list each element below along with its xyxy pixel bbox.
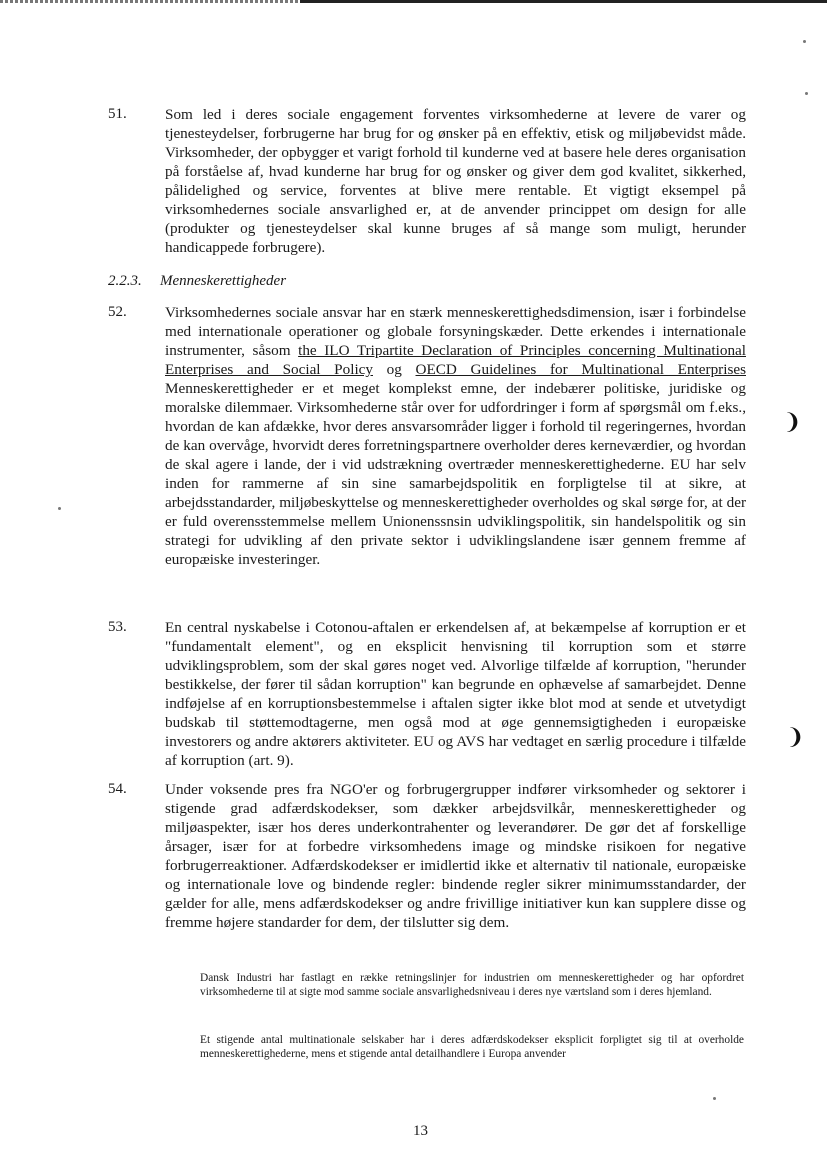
paragraph-text [165, 303, 746, 569]
paragraph-52 [108, 303, 746, 569]
text-segment: Menneskerettigheder er et meget komplekst emne, der indebærer politiske, juridiske og moralske dilemmaer. Virksomhederne står over for udfordringer i form af spørgsmål om f.eks., hvordan de kan afdække, hvor deres ansvarsområder ligger i forhold til regeringernes, hvordan de kan overvåge, hvorvidt deres forretningspartnere overholder deres kerneværdier, og hvordan de skal agere i lande, der i vid udstrækning overtræder menneskerettighederne. EU har selv inden for rammerne af sin sine samarbejdspolitik en forpligtelse til at sikre, at arbejdsstandarder, miljøbeskyttelse og menneskerettigheder overholdes og skal sørge for, at der er fuld overensstemmelse mellem Unionenssnsin udviklingspolitik, sin handelspolitik og sin strategi for udvikling af den private sektor i udviklingslandene især gennem fremme af europæiske investeringer. [165, 380, 746, 568]
example-box-paragraph-2: Et stigende antal multinationale selskaber har i deres adfærdskodekser eksplicit forpligtet sig til at overholde menneskerettighederne, mens et stigende antal detailhandlere i Europa anvender [200, 1034, 744, 1061]
paragraph-number: 51. [108, 106, 127, 122]
paragraph-text: Under voksende pres fra NGO'er og forbrugergrupper indfører virksomheder og sektorer i stigende grad adfærdskodekser, som dækker arbejdsvilkår, menneskerettigheder og miljøaspekter, især hos deres underkontrahenter og leverandører. De gør det af forskellige årsager, især for at forbedre virksomhedens image og mindske risikoen for negative forbrugerreaktioner. Adfærdskodekser er imidlertid ikke et alternativ til nationale, europæiske og internationale love og bindende regler: bindende regler sikrer minimumsstandarder, der gælder for alle, mens adfærdskodekser og andre frivillige initiativer kun kan supplere disse og fremme højere standarder for dem, der tilslutter sig dem. [165, 781, 746, 931]
example-box-paragraph-1: Dansk Industri har fastlagt en række retningslinjer for industrien om menneskerettigheder og har opfordret virksomhederne til at sigte mod samme sociale ansvarlighedsniveau i deres nye værtsland som i deres hjemland. [200, 972, 744, 999]
margin-bracket-mark: ❩ [786, 725, 805, 750]
paragraph-number: 54. [108, 781, 127, 797]
paragraph-text: En central nyskabelse i Cotonou-aftalen er erkendelsen af, at bekæmpelse af korruption er et "fundamentalt element", og en eksplicit henvisning til korruption som et større udviklingsproblem, som der skal gøres noget ved. Alvorlige tilfælde af korruption, "herunder bestikkelse, der fører til sådan korruption" kan begrunde en ophævelse af samarbejdet. Denne indføjelse af en korruptionsbestemmelse i aftalen sigter ikke blot mod at sende et utvetydigt budskab til støttemodtagerne, men også mod at øge gennemsigtigheden i europæiske investorers og andre aktørers aktiviteter. EU og AVS har vedtaget en særlig procedure i tilfælde af korruption (art. 9). [165, 619, 746, 769]
section-heading [108, 273, 286, 290]
page-number: 13 [413, 1123, 428, 1139]
scan-top-border-dotted [0, 0, 300, 3]
oecd-guidelines-reference: OECD Guidelines for Multinational Enterprises [415, 361, 746, 378]
margin-bracket-mark: ❩ [783, 410, 802, 435]
paragraph-number: 52. [108, 304, 127, 320]
paragraph-54 [108, 780, 746, 932]
paragraph-53 [108, 618, 746, 770]
ilo-declaration-reference: the ILO Tripartite Declaration of Principles concerning Multinational Enterprises and Social Policy [165, 342, 746, 378]
section-number: 2.2.3. [108, 273, 142, 289]
paragraph-51 [108, 105, 746, 257]
scan-speck [713, 1097, 716, 1100]
text-segment: Virksomhedernes sociale ansvar har en stærk menneskerettighedsdimension, især i forbindelse med internationale operationer og globale forsyningskæder. Dette erkendes i internationale instrumenter, såsom [165, 304, 746, 359]
section-title: Menneskerettigheder [160, 273, 287, 289]
scan-speck [803, 40, 806, 43]
paragraph-number: 53. [108, 619, 127, 635]
scan-speck [805, 92, 808, 95]
scan-speck [58, 507, 61, 510]
paragraph-text: Som led i deres sociale engagement forventes virksomhederne at levere de varer og tjenesteydelser, forbrugerne har brug for og ønsker på en effektiv, etisk og miljøbevidst måde. Virksomheder, der opbygger et varigt forhold til kunderne ved at basere hele deres organisation på forståelse af, hvad kunderne har brug for og ønsker og giver dem god kvalitet, sikkerhed, pålidelighed og service, forventes at blive mere rentable. Et vigtigt eksempel på virksomhedernes sociale ansvarlighed er, at de anvender princippet om design for alle (produkter og tjenesteydelser skal kunne bruges af så mange som muligt, herunder handicappede forbrugere). [165, 106, 746, 256]
text-segment: og [373, 361, 416, 378]
